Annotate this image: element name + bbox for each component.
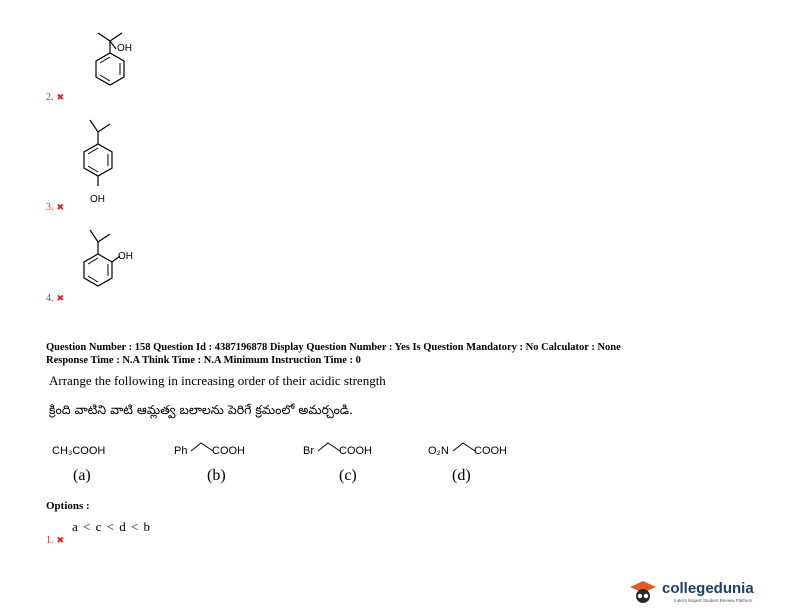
- option-4-structure: [60, 222, 150, 302]
- logo-name: collegedunia: [662, 580, 754, 597]
- option-2-oh: OH: [117, 43, 132, 54]
- benzene-structure-2: [70, 25, 150, 103]
- option-2-number: 2.: [46, 92, 54, 103]
- option-1-text: a < c < d < b: [72, 519, 152, 534]
- option-1[interactable]: [46, 530, 64, 548]
- options-header: Options :: [46, 500, 90, 512]
- compound-a-label: (a): [73, 467, 91, 484]
- question-text-telugu: క్రింది వాటిని వాటి ఆమ్లత్వ బలాలను పెరిగే క్రమంలో అమర్చండి.: [49, 402, 354, 417]
- option-3[interactable]: [46, 197, 64, 215]
- collegedunia-logo: [628, 577, 778, 607]
- option-3-number: 3.: [46, 202, 54, 213]
- option-4-oh: OH: [118, 251, 133, 262]
- compound-d-label: (d): [452, 467, 471, 484]
- option-1-number: 1.: [46, 535, 54, 546]
- benzene-structure-3: [60, 112, 140, 202]
- option-4[interactable]: [46, 288, 64, 306]
- question-meta-line2: Response Time : N.A Think Time : N.A Minimum Instruction Time : 0: [46, 355, 361, 366]
- question-meta-line1: Question Number : 158 Question Id : 4387196878 Display Question Number : Yes Is Question Mandatory : No Calculator : None: [46, 342, 621, 353]
- compound-c-right: COOH: [339, 445, 372, 457]
- compound-d-left: O₂N: [428, 445, 449, 457]
- option-3-structure: [60, 112, 140, 202]
- compound-b-label: (b): [207, 467, 226, 484]
- benzene-structure-4: [60, 222, 150, 302]
- compound-d-right: COOH: [474, 445, 507, 457]
- compound-a-formula: CH₃COOH: [52, 445, 106, 457]
- graduate-icon: [628, 579, 658, 605]
- option-2-structure: [70, 25, 150, 103]
- option-4-number: 4.: [46, 293, 54, 304]
- cross-icon: ✖: [56, 293, 65, 303]
- cross-icon: ✖: [56, 92, 65, 102]
- option-3-oh: OH: [90, 194, 105, 205]
- compound-b-right: COOH: [212, 445, 245, 457]
- compound-c-label: (c): [339, 467, 357, 484]
- cross-icon: ✖: [56, 202, 65, 212]
- compound-c-left: Br: [303, 445, 314, 457]
- question-text-english: Arrange the following in increasing order of their acidic strength: [49, 373, 386, 388]
- compound-b-left: Ph: [174, 445, 188, 457]
- cross-icon: ✖: [56, 535, 65, 545]
- option-2[interactable]: [46, 87, 64, 105]
- logo-tagline: India's largest Student Review Platform: [674, 598, 753, 603]
